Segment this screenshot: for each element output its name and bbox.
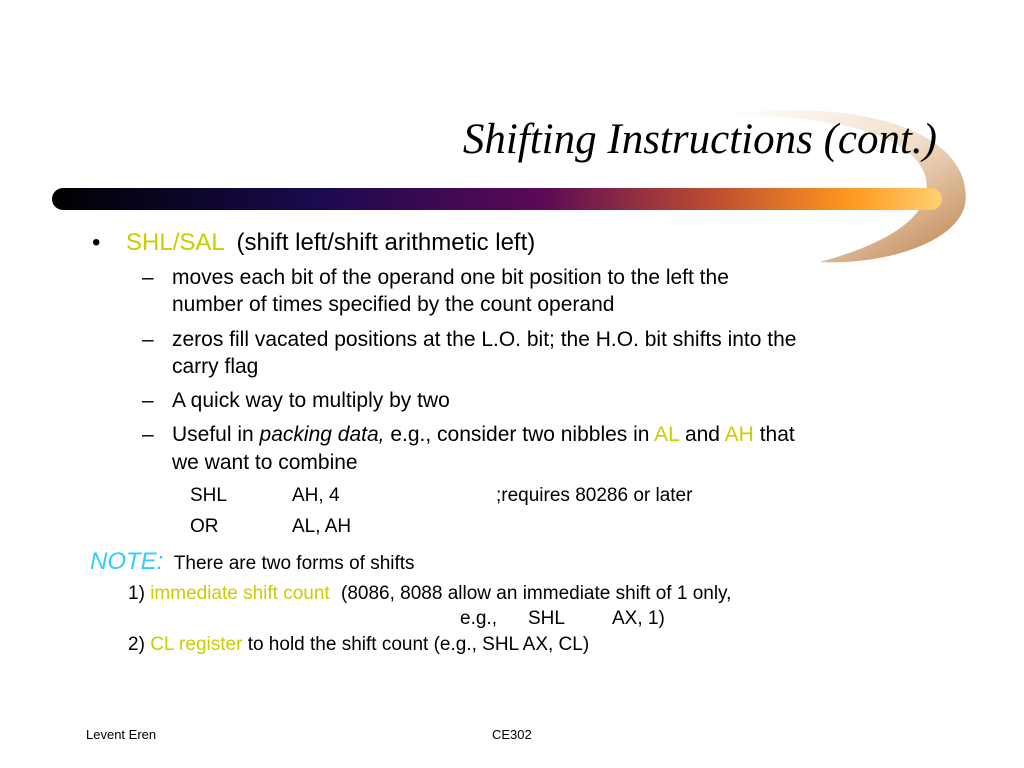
subitem-2-line-2: carry flag	[172, 355, 259, 378]
dash-icon: –	[142, 328, 154, 351]
dash-icon: –	[142, 389, 154, 412]
form-2-line	[128, 633, 589, 657]
form-1-text: (8086, 8088 allow an immediate shift of 1 only,	[341, 583, 732, 604]
dash-icon: –	[142, 423, 154, 446]
footer-author: Levent Eren	[86, 727, 157, 742]
subitem-4-line-2: we want to combine	[172, 451, 358, 474]
subitem-4-mid: e.g., consider two nibbles in	[390, 423, 650, 446]
form-1-highlight: immediate shift count	[150, 583, 330, 604]
subitem-4-italic: packing data,	[259, 423, 385, 446]
subitem-4-and: and	[684, 423, 720, 446]
bullet-description: (shift left/shift arithmetic left)	[236, 229, 536, 256]
subitem-2-line-1: zeros fill vacated positions at the L.O. bit; the H.O. bit shifts into the	[172, 328, 797, 351]
code-row-1-comment: ;requires 80286 or later	[496, 485, 693, 506]
register-ah: AH	[724, 423, 754, 446]
form-1-example-args: AX, 1)	[612, 608, 665, 629]
note-label: NOTE:	[90, 548, 164, 575]
subitem-4-pre: Useful in	[172, 423, 254, 446]
form-1-example-eg: e.g.,	[460, 608, 497, 629]
form-2-text: to hold the shift count (e.g., SHL AX, CL)	[247, 634, 590, 655]
form-2-highlight: CL register	[150, 634, 243, 655]
bullet-item	[126, 229, 535, 257]
bullet-icon: •	[92, 229, 101, 256]
form-2-number: 2)	[128, 634, 145, 655]
form-1-example-op: SHL	[528, 608, 565, 629]
code-row-2-op: OR	[190, 516, 219, 537]
form-1-line	[128, 582, 731, 606]
title-underline-bar	[52, 188, 942, 210]
note-text: There are two forms of shifts	[173, 553, 415, 574]
subitem-1-line-2: number of times specified by the count operand	[172, 293, 615, 316]
dash-icon: –	[142, 266, 154, 289]
subitem-1-line-1: moves each bit of the operand one bit position to the left the	[172, 266, 729, 289]
slide-title: Shifting Instructions (cont.)	[462, 116, 937, 163]
code-row-1-op: SHL	[190, 485, 227, 506]
note-line	[90, 548, 415, 579]
subitem-3: A quick way to multiply by two	[172, 389, 450, 412]
code-row-2-args: AL, AH	[292, 516, 352, 537]
code-row-1-args: AH, 4	[292, 485, 340, 506]
keyword-shl-sal: SHL/SAL	[126, 229, 224, 256]
footer-course: CE302	[492, 727, 532, 742]
register-al: AL	[654, 423, 680, 446]
form-1-number: 1)	[128, 583, 145, 604]
subitem-4-post: that	[759, 423, 795, 446]
subitem-4-line-1	[172, 421, 795, 449]
